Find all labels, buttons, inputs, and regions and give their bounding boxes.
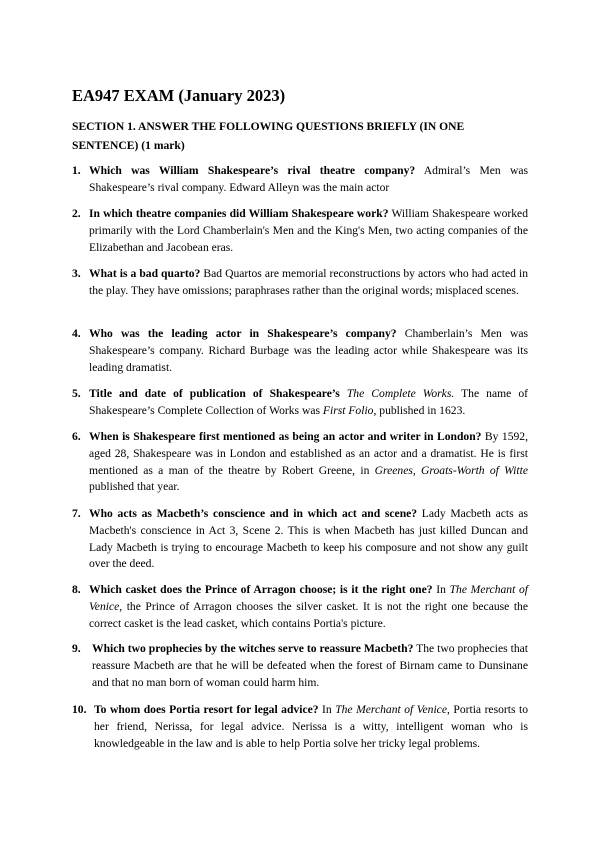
question-item-5 <box>72 386 528 420</box>
answer-text: published that year. <box>89 480 180 494</box>
work-title: The Merchant of Venice <box>89 583 528 613</box>
question-number: 9. <box>72 642 81 655</box>
question-item-6 <box>72 429 528 496</box>
question-number: 3. <box>72 267 81 280</box>
question-number: 8. <box>72 583 81 596</box>
question-item-10 <box>72 702 528 752</box>
document-title: EA947 EXAM (January 2023) <box>72 86 286 105</box>
answer-text: Chamberlain’s Men was Shakespeare’s company. Richard Burbage was the leading actor while Shakespeare was its leading dramatist. <box>89 327 528 374</box>
question-number: 1. <box>72 164 81 177</box>
question-text: Who was the leading actor in Shakespeare’s company? <box>89 327 397 340</box>
answer-text: By 1592, aged 28, Shakespeare was in London and established as an actor and a dramatist. He is first mentioned as a man of the theatre by Robert Greene, in <box>89 430 528 477</box>
work-title: First Folio <box>322 403 374 417</box>
question-text: To whom does Portia resort for legal advice? <box>94 703 319 716</box>
answer-text: Admiral’s Men was Shakespeare’s rival company. Edward Alleyn was the main actor <box>89 164 528 194</box>
question-text: When is Shakespeare first mentioned as being an actor and writer in London? <box>89 430 482 443</box>
answer-text: The name of Shakespeare’s Complete Collection of Works was <box>89 387 528 417</box>
answer-text: , Portia resorts to her friend, Nerissa, for legal advice. Nerissa is a witty, intelligent woman who is knowledgeable in the law and is able to help Portia solve her tricky legal problems. <box>94 703 528 750</box>
answer-text: Bad Quartos are memorial reconstructions by actors who had acted in the play. They have omissions; paraphrases rather than the original words; misplaced scenes. <box>89 267 528 297</box>
answer-text: Lady Macbeth acts as Macbeth's conscience in Act 3, Scene 2. This is when Macbeth has just killed Duncan and Lady Macbeth is trying to encourage Macbeth to keep his composure and not show any guilt over the deed. <box>89 507 528 571</box>
question-item-3 <box>72 266 528 300</box>
question-text: Which casket does the Prince of Arragon choose; is it the right one? <box>89 583 433 596</box>
answer-text: William Shakespeare worked primarily with the Lord Chamberlain's Men and the King's Men, two acting companies of the Elizabethan and Jacobean eras. <box>89 207 528 254</box>
work-title: The Merchant of Venice <box>335 703 447 716</box>
answer-text: The two prophecies that reassure Macbeth are that he will be defeated when the forest of Birnam came to Dunsinane and that no man born of woman could harm him. <box>92 642 528 689</box>
question-number: 5. <box>72 387 81 400</box>
question-text: Who acts as Macbeth’s conscience and in which act and scene? <box>89 507 418 520</box>
question-text: What is a bad quarto? <box>89 267 201 280</box>
question-item-9 <box>72 641 528 691</box>
work-title: The Complete Works. <box>346 387 455 400</box>
section-heading: SECTION 1. ANSWER THE FOLLOWING QUESTIONS BRIEFLY (IN ONE SENTENCE) (1 mark) <box>72 120 465 152</box>
answer-text: , the Prince of Arragon chooses the silver casket. It is not the right one because the correct casket is the lead casket, which contains Portia's picture. <box>89 599 528 630</box>
answer-text: , published in 1623. <box>373 403 466 417</box>
question-text: Title and date of publication of Shakespeare’s <box>89 387 347 400</box>
question-text: Which was William Shakespeare’s rival theatre company? <box>89 164 416 177</box>
question-item-7 <box>72 506 528 573</box>
answer-text: In <box>318 703 336 716</box>
question-item-8 <box>72 582 528 632</box>
question-number: 7. <box>72 507 81 520</box>
answer-text: In <box>432 583 450 596</box>
question-number: 4. <box>72 327 81 340</box>
question-item-1 <box>72 163 528 197</box>
question-number: 10. <box>72 703 87 716</box>
question-number: 6. <box>72 430 81 443</box>
question-number: 2. <box>72 207 81 220</box>
question-item-2 <box>72 206 528 256</box>
question-text: Which two prophecies by the witches serve to reassure Macbeth? <box>92 642 414 655</box>
question-item-4 <box>72 326 528 376</box>
question-text: In which theatre companies did William Shakespeare work? <box>89 207 389 220</box>
work-title: Greenes, Groats-Worth of Witte <box>374 463 528 477</box>
